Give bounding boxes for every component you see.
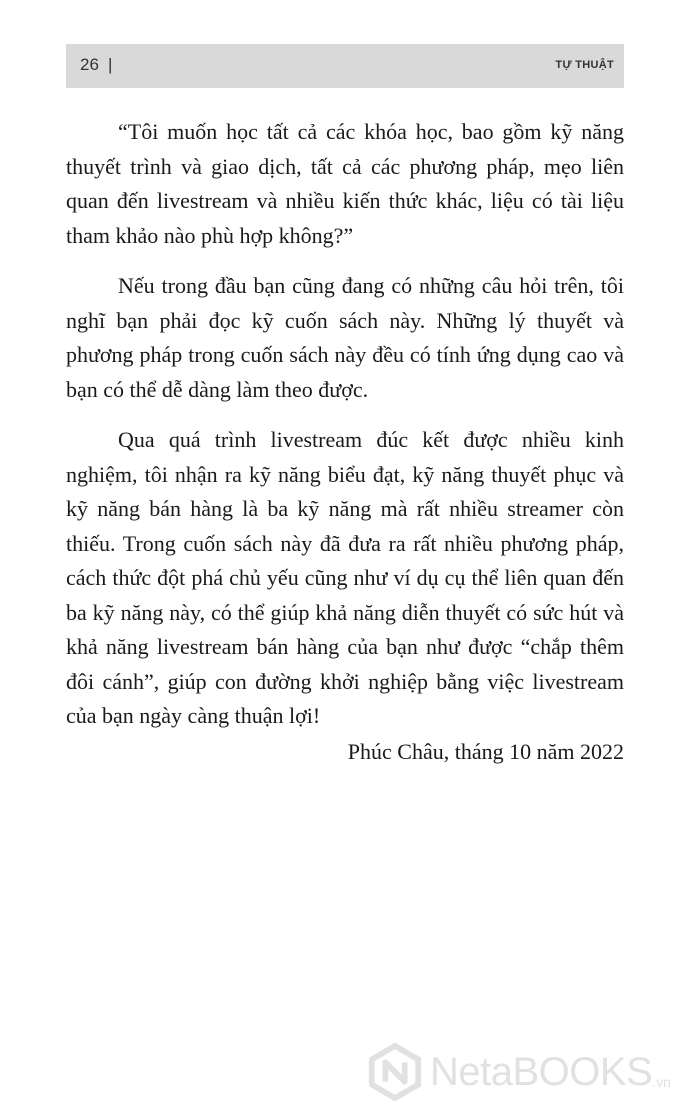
page-number: 26	[80, 55, 99, 74]
paragraph-quote: “Tôi muốn học tất cả các khóa học, bao gồm kỹ năng thuyết trình và giao dịch, tất cả các phương pháp, mẹo liên quan đến livestream và nhiều kiến thức khác, liệu có tài liệu tham khảo nào phù hợp không?”	[66, 119, 624, 248]
watermark-suffix: .vn	[652, 1074, 671, 1090]
running-head-title: TỰ THUẬT	[555, 59, 614, 71]
netabooks-logo-icon	[366, 1043, 424, 1101]
page-body	[66, 115, 624, 750]
header-divider: |	[108, 55, 113, 74]
paragraph-2: Nếu trong đầu bạn cũng đang có những câu hỏi trên, tôi nghĩ bạn phải đọc kỹ cuốn sách này. Những lý thuyết và phương pháp trong cuốn sách này đều có tính ứng dụng cao và bạn có thể dễ dàng làm theo được.	[66, 273, 624, 402]
watermark-text: NetaBOOKS	[430, 1049, 653, 1094]
signature-line: Phúc Châu, tháng 10 năm 2022	[347, 739, 624, 764]
paragraph-3: Qua quá trình livestream đúc kết được nhiều kinh nghiệm, tôi nhận ra kỹ năng biểu đạt, kỹ năng thuyết phục và kỹ năng bán hàng là ba kỹ năng mà rất nhiều streamer còn thiếu. Trong cuốn sách này đã đưa ra rất nhiều phương pháp, cách thức đột phá chủ yếu cũng như ví dụ cụ thể liên quan đến ba kỹ năng này, có thể giúp khả năng diễn thuyết có sức hút và khả năng livestream bán hàng của bạn như được “chắp thêm đôi cánh”, giúp con đường khởi nghiệp bằng việc livestream của bạn ngày càng thuận lợi!	[66, 427, 624, 728]
watermark	[366, 1042, 671, 1102]
running-header	[66, 44, 624, 88]
